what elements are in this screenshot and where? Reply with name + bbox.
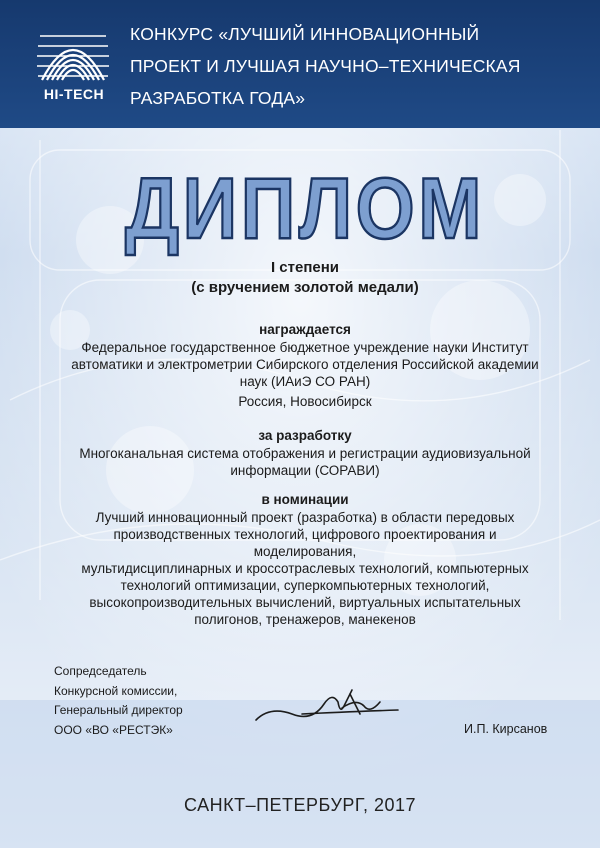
nomination-line: Лучший инновационный проект (разработка) в области передовых bbox=[95, 510, 515, 525]
awardee-location: Россия, Новосибирск bbox=[238, 394, 372, 409]
signatory-line: Сопредседатель bbox=[54, 664, 147, 678]
contest-line: РАЗРАБОТКА ГОДА» bbox=[130, 88, 306, 108]
nomination-block bbox=[70, 492, 540, 628]
degree-block bbox=[70, 258, 540, 298]
awardee-line: наук (ИАиЭ СО РАН) bbox=[239, 374, 371, 389]
handwritten-signature bbox=[252, 684, 402, 728]
contest-line: ПРОЕКТ И ЛУЧШАЯ НАУЧНО–ТЕХНИЧЕСКАЯ bbox=[130, 56, 521, 76]
logo-text: HI-TECH bbox=[43, 86, 105, 102]
contest-title bbox=[130, 18, 590, 114]
development-block bbox=[70, 428, 540, 479]
diploma-title bbox=[120, 160, 490, 255]
signatory-title bbox=[54, 662, 183, 740]
development-line: Многоканальная система отображения и регистрации аудиовизуальной bbox=[79, 446, 531, 461]
awarded-heading: награждается bbox=[259, 322, 351, 337]
signatory-line: ООО «ВО «РЕСТЭК» bbox=[54, 722, 173, 737]
development-heading: за разработку bbox=[258, 428, 352, 443]
development-line: информации (СОРАВИ) bbox=[230, 463, 380, 478]
degree-line: I степени bbox=[270, 259, 340, 276]
awardee-line: автоматики и электрометрии Сибирского отделения Российской академии bbox=[71, 357, 539, 372]
nomination-line: производственных технологий, цифрового проектирования и моделирования, bbox=[113, 527, 497, 559]
signatory-line: Конкурсной комиссии, bbox=[54, 683, 178, 698]
awarded-block bbox=[70, 322, 540, 410]
awardee-line: Федеральное государственное бюджетное учреждение науки Институт bbox=[81, 340, 529, 355]
nomination-line: технологий оптимизации, суперкомпьютерных технологий, bbox=[120, 578, 490, 593]
degree-line: (с вручением золотой медали) bbox=[191, 279, 419, 296]
nomination-heading: в номинации bbox=[261, 492, 349, 507]
nomination-line: мультидисциплинарных и кроссотраслевых технологий, компьютерных bbox=[81, 561, 529, 576]
diploma-title-text: ДИПЛОМ bbox=[125, 161, 485, 257]
nomination-line: полигонов, тренажеров, манекенов bbox=[194, 612, 416, 627]
nomination-line: высокопроизводительных вычислений, виртуальных испытательных bbox=[89, 595, 521, 610]
city-year: САНКТ–ПЕТЕРБУРГ, 2017 bbox=[184, 795, 416, 815]
header-band bbox=[0, 0, 600, 128]
signatory-line: Генеральный директор bbox=[54, 703, 183, 717]
signatory-name: И.П. Кирсанов bbox=[464, 722, 548, 736]
contest-line: КОНКУРС «ЛУЧШИЙ ИННОВАЦИОННЫЙ bbox=[130, 24, 480, 44]
